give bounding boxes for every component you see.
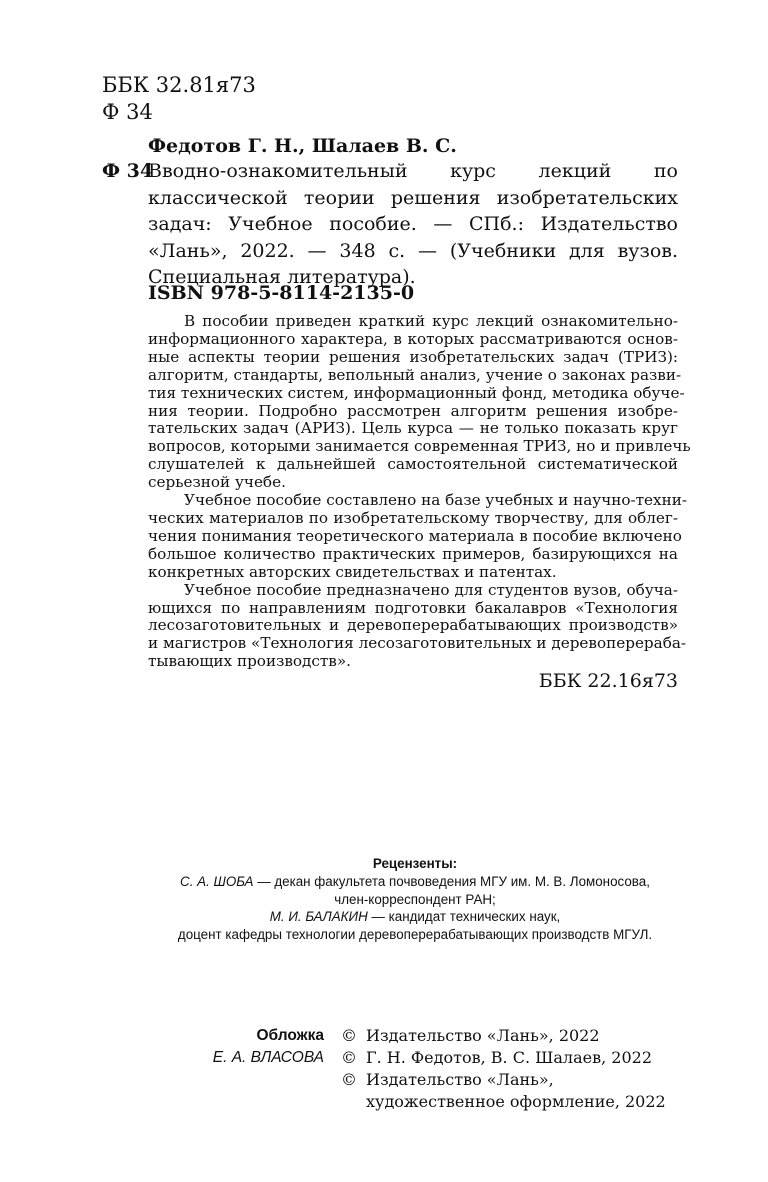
abstract-line: ющихся по направлениям подготовки бакалавров «Технология — [148, 598, 678, 617]
abstract-line: ческих материалов по изобретательскому творчеству, для облег- — [148, 508, 678, 527]
abstract-line: Учебное пособие составлено на базе учебных и научно-техни- — [184, 491, 687, 510]
abstract-line: В пособии приведен краткий курс лекций ознакомительно- — [184, 312, 678, 330]
abstract-line: тия технических систем, информационный фонд, методика обуче- — [148, 383, 685, 402]
reviewers-block — [100, 855, 730, 944]
copyright-authors: Г. Н. Федотов, В. С. Шалаев, 2022 — [366, 1048, 652, 1067]
abstract-line: ния теории. Подробно рассмотрен алгоритм решения изобре- — [148, 401, 678, 420]
copyright-sign: © — [341, 1048, 357, 1067]
reviewer-1-name: С. А. ШОБА — [180, 873, 254, 889]
reviewer-1-desc-cont: член-корреспондент РАН; — [334, 891, 496, 907]
bibliographic-title — [148, 158, 678, 291]
abstract-line: тательских задач (АРИЗ). Цель курса — не только показать круг — [148, 419, 678, 438]
abstract-line: вопросов, которыми занимается современная ТРИЗ, но и привлечь — [148, 437, 691, 456]
author-index-entry: Ф 34 — [102, 160, 154, 182]
copyright-sign: © — [341, 1026, 357, 1045]
isbn: ISBN 978-5-8114-2135-0 — [148, 282, 415, 304]
abstract-line: серьезной учебе. — [148, 473, 286, 492]
title-line: задач: Учебное пособие. — СПб.: Издательство — [148, 213, 678, 235]
abstract-line: алгоритм, стандарты, вепольный анализ, учение о законах разви- — [148, 365, 682, 384]
copyright-sign: © — [341, 1070, 357, 1089]
cover-artist: Е. А. ВЛАСОВА — [212, 1049, 324, 1066]
copyright-design-cont: художественное оформление, 2022 — [366, 1092, 666, 1111]
reviewer-2-desc: — кандидат технических наук, — [367, 909, 561, 925]
abstract-line: информационного характера, в которых рассматриваются основ- — [148, 329, 678, 348]
bbk-code-top: ББК 32.81я73 — [102, 73, 256, 97]
title-line: Вводно-ознакомительный курс лекций по — [148, 160, 678, 182]
reviewer-2-desc-cont: доцент кафедры технологии деревоперерабатывающих производств МГУЛ. — [177, 927, 653, 943]
copyright-publisher: Издательство «Лань», 2022 — [366, 1026, 600, 1045]
reviewer-2-name: М. И. БАЛАКИН — [269, 909, 368, 925]
abstract-line: и магистров «Технология лесозаготовительных и деревоперераба- — [148, 634, 687, 653]
reviewers-heading: Рецензенты: — [372, 856, 458, 871]
reviewer-1 — [100, 873, 730, 891]
title-line: Специальная литература). — [148, 266, 416, 288]
abstract — [148, 312, 691, 671]
cover-label: Обложка — [256, 1027, 324, 1044]
author-index-top: Ф 34 — [102, 100, 153, 124]
reviewer-1-desc: — декан факультета почвоведения МГУ им. М. В. Ломоносова, — [253, 873, 650, 889]
reviewer-2 — [100, 908, 730, 926]
abstract-line: большое количество практических примеров, базирующихся на — [148, 544, 678, 563]
abstract-line: тывающих производств». — [148, 652, 351, 671]
title-line: классической теории решения изобретательских — [148, 186, 678, 209]
abstract-line: слушателей к дальнейшей самостоятельной систематической — [148, 455, 678, 474]
abstract-line: Учебное пособие предназначено для студентов вузов, обуча- — [184, 580, 678, 599]
authors: Федотов Г. Н., Шалаев В. С. — [148, 135, 457, 157]
abstract-line: конкретных авторских свидетельствах и патентах. — [148, 562, 557, 581]
abstract-line: лесозаготовительных и деревоперерабатывающих производств» — [148, 616, 678, 635]
abstract-line: ные аспекты теории решения изобретательских задач (ТРИЗ): — [148, 347, 678, 366]
copyright-design: Издательство «Лань», — [366, 1070, 554, 1089]
abstract-line: чения понимания теоретического материала в пособие включено — [148, 526, 682, 545]
title-line: «Лань», 2022. — 348 с. — (Учебники для вузов. — [148, 239, 678, 262]
bbk-code-bottom: ББК 22.16я73 — [538, 670, 678, 692]
